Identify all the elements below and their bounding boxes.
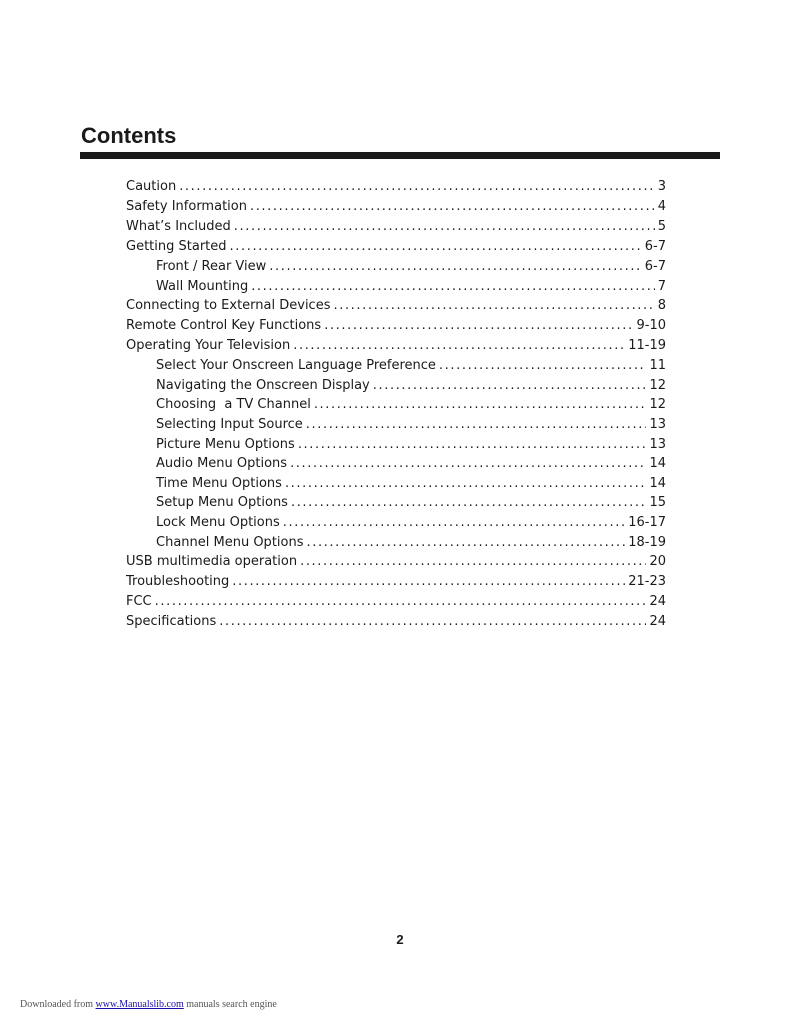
toc-entry-page: 21-23 bbox=[628, 574, 666, 590]
dot-leader bbox=[283, 513, 625, 533]
toc-entry-page: 6-7 bbox=[644, 239, 666, 254]
footer-suffix: manuals search engine bbox=[186, 999, 277, 1010]
toc-entry-page: 11-19 bbox=[628, 338, 666, 354]
toc-entry-language-preference[interactable] bbox=[126, 356, 666, 376]
dot-leader bbox=[324, 316, 633, 336]
toc-entry-troubleshooting[interactable] bbox=[126, 572, 666, 592]
toc-entry-page: 8 bbox=[657, 298, 666, 314]
toc-entry-page: 20 bbox=[649, 554, 666, 570]
toc-entry-label: Setup Menu Options bbox=[156, 495, 288, 511]
dot-leader bbox=[307, 533, 626, 553]
toc-entry-label: Specifications bbox=[126, 614, 217, 630]
toc-entry-label: Remote Control Key Functions bbox=[126, 318, 322, 334]
dot-leader bbox=[306, 415, 647, 435]
title-divider bbox=[80, 152, 720, 159]
toc-entry-label: Connecting to External Devices bbox=[126, 298, 331, 314]
dot-leader bbox=[155, 592, 647, 612]
toc-entry-page: 11 bbox=[649, 358, 666, 374]
toc-entry-connecting-external-devices[interactable] bbox=[126, 296, 666, 316]
toc-entry-page: 12 bbox=[649, 397, 666, 413]
dot-leader bbox=[333, 296, 654, 316]
toc-entry-label: Time Menu Options bbox=[156, 475, 282, 491]
toc-entry-caution[interactable] bbox=[126, 177, 666, 197]
toc-entry-page: 13 bbox=[649, 416, 666, 432]
toc-entry-page: 14 bbox=[649, 475, 666, 491]
footer-prefix: Downloaded from bbox=[20, 999, 94, 1010]
dot-leader bbox=[291, 493, 646, 513]
toc-entry-whats-included[interactable] bbox=[126, 217, 666, 237]
dot-leader bbox=[269, 257, 642, 277]
toc-entry-page: 4 bbox=[657, 199, 666, 214]
dot-leader bbox=[251, 277, 655, 297]
toc-entry-page: 13 bbox=[649, 436, 666, 452]
dot-leader bbox=[230, 237, 642, 257]
dot-leader bbox=[314, 395, 647, 415]
toc-entry-label: Caution bbox=[126, 179, 177, 194]
toc-entry-remote-control-key-functions[interactable] bbox=[126, 316, 666, 336]
toc-entry-audio-menu-options[interactable] bbox=[126, 454, 666, 474]
toc-entry-page: 3 bbox=[657, 179, 666, 194]
toc-entry-label: Select Your Onscreen Language Preference bbox=[156, 358, 436, 374]
toc-entry-operating-your-television[interactable] bbox=[126, 336, 666, 356]
toc-entry-getting-started[interactable] bbox=[126, 237, 666, 257]
toc-entry-selecting-input-source[interactable] bbox=[126, 415, 666, 435]
dot-leader bbox=[232, 572, 625, 592]
toc-entry-page: 24 bbox=[649, 594, 666, 610]
toc-entry-page: 7 bbox=[657, 278, 666, 294]
toc-entry-usb-multimedia-operation[interactable] bbox=[126, 552, 666, 572]
toc-entry-label: Navigating the Onscreen Display bbox=[156, 377, 370, 393]
toc-entry-label: USB multimedia operation bbox=[126, 554, 298, 570]
toc-entry-label: Safety Information bbox=[126, 199, 247, 214]
toc-entry-picture-menu-options[interactable] bbox=[126, 435, 666, 455]
toc-entry-label: Choosing a TV Channel bbox=[156, 397, 311, 413]
toc-entry-label: Operating Your Television bbox=[126, 338, 291, 354]
dot-leader bbox=[290, 454, 646, 474]
toc-entry-page: 6-7 bbox=[644, 259, 666, 274]
toc-entry-page: 5 bbox=[657, 219, 666, 234]
toc-entry-label: Getting Started bbox=[126, 239, 227, 254]
toc-entry-label: What’s Included bbox=[126, 219, 231, 234]
toc-entry-front-rear-view[interactable] bbox=[126, 257, 666, 277]
toc-entry-page: 15 bbox=[649, 495, 666, 511]
toc-entry-label: Troubleshooting bbox=[126, 574, 230, 590]
download-footer bbox=[20, 999, 277, 1010]
toc-entry-page: 12 bbox=[649, 377, 666, 393]
toc-entry-label: Lock Menu Options bbox=[156, 514, 280, 530]
dot-leader bbox=[234, 217, 655, 237]
dot-leader bbox=[298, 435, 647, 455]
toc-entry-page: 16-17 bbox=[628, 514, 666, 530]
dot-leader bbox=[373, 376, 647, 396]
toc-entry-time-menu-options[interactable] bbox=[126, 474, 666, 494]
toc-entry-channel-menu-options[interactable] bbox=[126, 533, 666, 553]
page-number: 2 bbox=[396, 932, 404, 947]
toc-entry-label: Channel Menu Options bbox=[156, 534, 304, 550]
toc-entry-label: Picture Menu Options bbox=[156, 436, 295, 452]
toc-entry-safety-information[interactable] bbox=[126, 197, 666, 217]
toc-entry-page: 14 bbox=[649, 456, 666, 472]
table-of-contents bbox=[126, 177, 666, 632]
toc-entry-setup-menu-options[interactable] bbox=[126, 493, 666, 513]
dot-leader bbox=[219, 612, 646, 632]
toc-entry-label: FCC bbox=[126, 594, 152, 610]
toc-entry-label: Wall Mounting bbox=[156, 278, 249, 294]
dot-leader bbox=[439, 356, 647, 376]
toc-entry-wall-mounting[interactable] bbox=[126, 277, 666, 297]
toc-entry-page: 24 bbox=[649, 614, 666, 630]
toc-entry-label: Audio Menu Options bbox=[156, 456, 288, 472]
toc-entry-fcc[interactable] bbox=[126, 592, 666, 612]
dot-leader bbox=[250, 197, 655, 217]
toc-entry-navigating-onscreen-display[interactable] bbox=[126, 376, 666, 396]
toc-entry-specifications[interactable] bbox=[126, 612, 666, 632]
dot-leader bbox=[293, 336, 625, 356]
toc-entry-page: 9-10 bbox=[636, 318, 666, 334]
toc-entry-choosing-tv-channel[interactable] bbox=[126, 395, 666, 415]
page-title: Contents bbox=[81, 123, 177, 148]
dot-leader bbox=[179, 177, 655, 197]
dot-leader bbox=[300, 552, 646, 572]
manualslib-link[interactable]: www.Manualslib.com bbox=[95, 999, 184, 1010]
toc-entry-lock-menu-options[interactable] bbox=[126, 513, 666, 533]
toc-entry-label: Selecting Input Source bbox=[156, 416, 303, 432]
toc-entry-page: 18-19 bbox=[628, 534, 666, 550]
dot-leader bbox=[285, 474, 647, 494]
toc-entry-label: Front / Rear View bbox=[156, 259, 267, 274]
